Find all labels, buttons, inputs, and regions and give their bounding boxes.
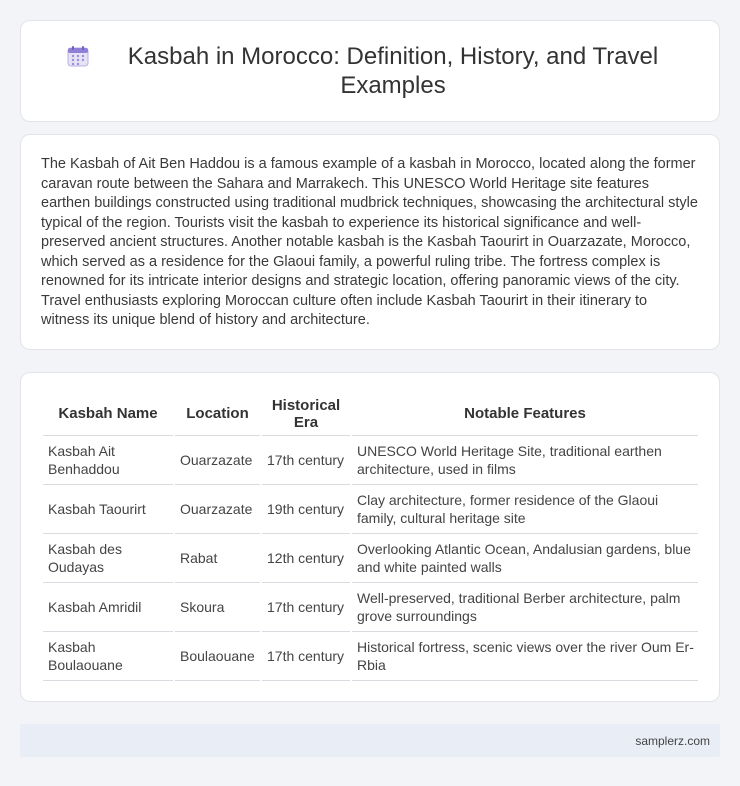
table-row xyxy=(43,533,698,582)
table-row xyxy=(43,484,698,533)
cell-kasbah-name: Kasbah Ait Benhaddou xyxy=(43,435,174,484)
column-header: Notable Features xyxy=(351,393,698,435)
cell-location: Rabat xyxy=(174,533,261,582)
table-row xyxy=(43,631,698,680)
cell-era: 17th century xyxy=(261,435,351,484)
cell-kasbah-name: Kasbah Boulaouane xyxy=(43,631,174,680)
column-header: Location xyxy=(174,393,261,435)
table-row xyxy=(43,582,698,631)
cell-kasbah-name: Kasbah des Oudayas xyxy=(43,533,174,582)
page-title: Kasbah in Morocco: Definition, History, and Travel Examples xyxy=(127,43,659,99)
table-header-row xyxy=(43,393,698,435)
cell-location: Skoura xyxy=(174,582,261,631)
cell-kasbah-name: Kasbah Taourirt xyxy=(43,484,174,533)
cell-location: Boulaouane xyxy=(174,631,261,680)
cell-features: Clay architecture, former residence of the Glaoui family, cultural heritage site xyxy=(351,484,698,533)
cell-features: Overlooking Atlantic Ocean, Andalusian gardens, blue and white painted walls xyxy=(351,533,698,582)
cell-location: Ouarzazate xyxy=(174,484,261,533)
kasbah-table xyxy=(43,393,698,681)
title-row xyxy=(67,42,673,100)
table-row xyxy=(43,435,698,484)
column-header: Kasbah Name xyxy=(43,393,174,435)
cell-kasbah-name: Kasbah Amridil xyxy=(43,582,174,631)
source-label[interactable]: samplerz.com xyxy=(635,733,710,748)
footer xyxy=(20,724,720,757)
cell-era: 17th century xyxy=(261,582,351,631)
table-card xyxy=(20,372,720,702)
cell-location: Ouarzazate xyxy=(174,435,261,484)
cell-era: 19th century xyxy=(261,484,351,533)
title-card xyxy=(20,20,720,122)
cell-era: 17th century xyxy=(261,631,351,680)
description-card xyxy=(20,134,720,350)
cell-era: 12th century xyxy=(261,533,351,582)
column-header: Historical Era xyxy=(261,393,351,435)
cell-features: UNESCO World Heritage Site, traditional earthen architecture, used in films xyxy=(351,435,698,484)
description-text: The Kasbah of Ait Ben Haddou is a famous example of a kasbah in Morocco, located along the former caravan route between the Sahara and Marrakech. This UNESCO World Heritage site features earthen buildings constructed using traditional mudbrick techniques, showcasing the architectural style typical of the region. Tourists visit the kasbah to experience its historical significance and well-preserved ancient structures. Another notable kasbah is the Kasbah Taourirt in Ouarzazate, Morocco, which served as a residence for the Glaoui family, a powerful ruling tribe. The fortress complex is renowned for its intricate interior designs and strategic location, offering panoramic views of the city. Travel enthusiasts exploring Moroccan culture often include Kasbah Taourirt in their itinerary to witness its unique blend of history and architecture. xyxy=(41,156,698,328)
cell-features: Historical fortress, scenic views over the river Oum Er-Rbia xyxy=(351,631,698,680)
calendar-icon xyxy=(67,45,89,67)
cell-features: Well-preserved, traditional Berber architecture, palm grove surroundings xyxy=(351,582,698,631)
